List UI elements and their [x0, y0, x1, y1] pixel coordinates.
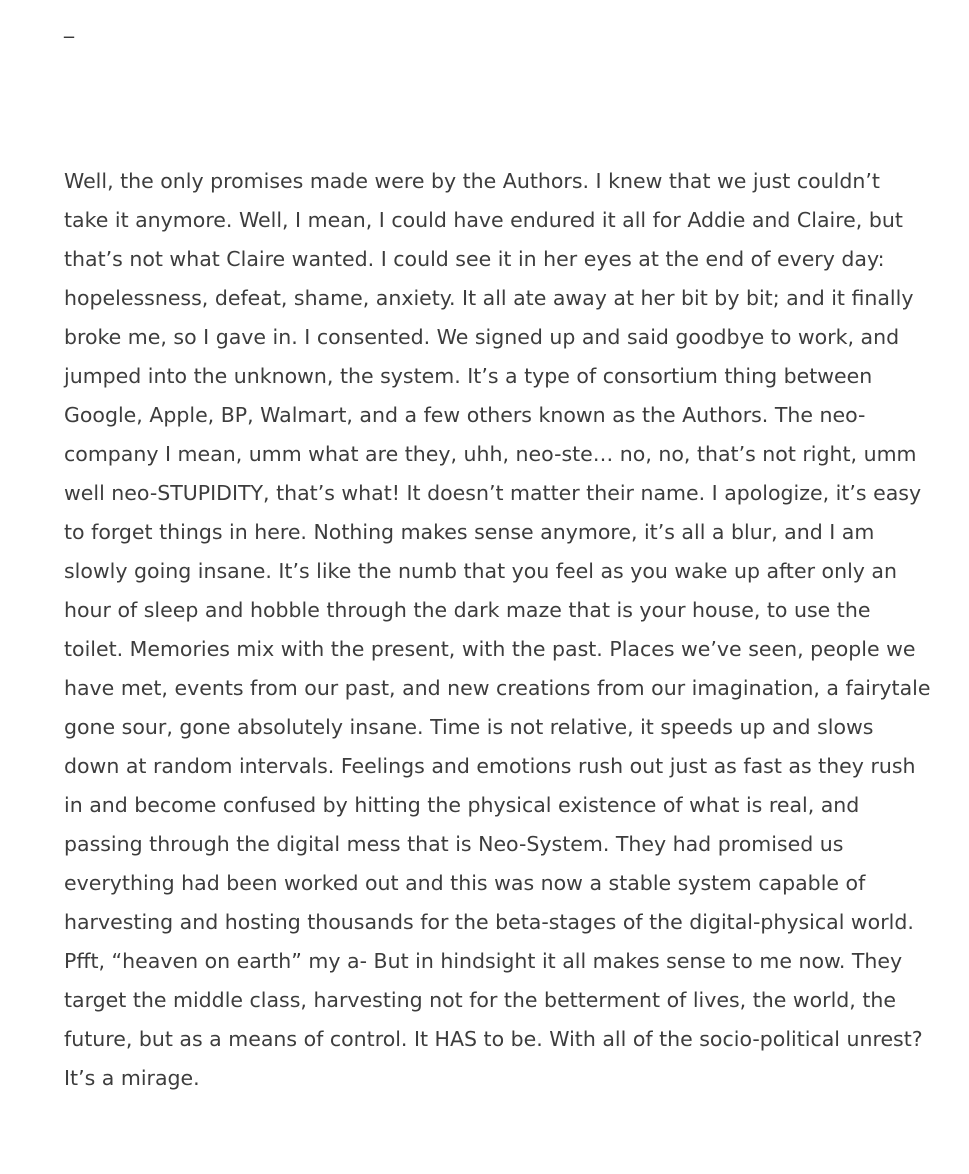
top-mark: _ — [64, 14, 74, 38]
text-line: Well, the only promises made were by the Authors. I knew that we just couldn’t — [64, 169, 880, 193]
text-line: take it anymore. Well, I mean, I could have endured it all for Addie and Claire, but — [64, 208, 903, 232]
text-line: broke me, so I gave in. I consented. We signed up and said goodbye to work, and — [64, 325, 900, 349]
text-line: passing through the digital mess that is Neo-System. They had promised us — [64, 832, 844, 856]
text-line: harvesting and hosting thousands for the beta-stages of the digital-physical world. — [64, 910, 914, 934]
text-line: hopelessness, defeat, shame, anxiety. It all ate away at her bit by bit; and it finally — [64, 286, 914, 310]
text-line: that’s not what Claire wanted. I could see it in her eyes at the end of every day: — [64, 247, 885, 271]
text-line: gone sour, gone absolutely insane. Time is not relative, it speeds up and slows — [64, 715, 874, 739]
text-line: slowly going insane. It’s like the numb that you feel as you wake up after only an — [64, 559, 897, 583]
text-line: to forget things in here. Nothing makes sense anymore, it’s all a blur, and I am — [64, 520, 875, 544]
text-line: Google, Apple, BP, Walmart, and a few others known as the Authors. The neo- — [64, 403, 866, 427]
body-paragraph — [64, 162, 944, 1098]
text-line: jumped into the unknown, the system. It’s a type of consortium thing between — [64, 364, 873, 388]
text-line: everything had been worked out and this was now a stable system capable of — [64, 871, 866, 895]
text-line: future, but as a means of control. It HAS to be. With all of the socio-political unrest? — [64, 1027, 923, 1051]
text-line: target the middle class, harvesting not for the betterment of lives, the world, the — [64, 988, 896, 1012]
text-line: Pfft, “heaven on earth” my a- But in hindsight it all makes sense to me now. They — [64, 949, 903, 973]
text-line: company I mean, umm what are they, uhh, neo-ste… no, no, that’s not right, umm — [64, 442, 917, 466]
text-line: It’s a mirage. — [64, 1066, 200, 1090]
text-line: have met, events from our past, and new creations from our imagination, a fairytale — [64, 676, 931, 700]
text-line: hour of sleep and hobble through the dark maze that is your house, to use the — [64, 598, 871, 622]
text-line: in and become confused by hitting the physical existence of what is real, and — [64, 793, 860, 817]
text-line: down at random intervals. Feelings and emotions rush out just as fast as they rush — [64, 754, 916, 778]
text-line: well neo-STUPIDITY, that’s what! It doesn’t matter their name. I apologize, it’s easy — [64, 481, 922, 505]
text-line: toilet. Memories mix with the present, with the past. Places we’ve seen, people we — [64, 637, 916, 661]
